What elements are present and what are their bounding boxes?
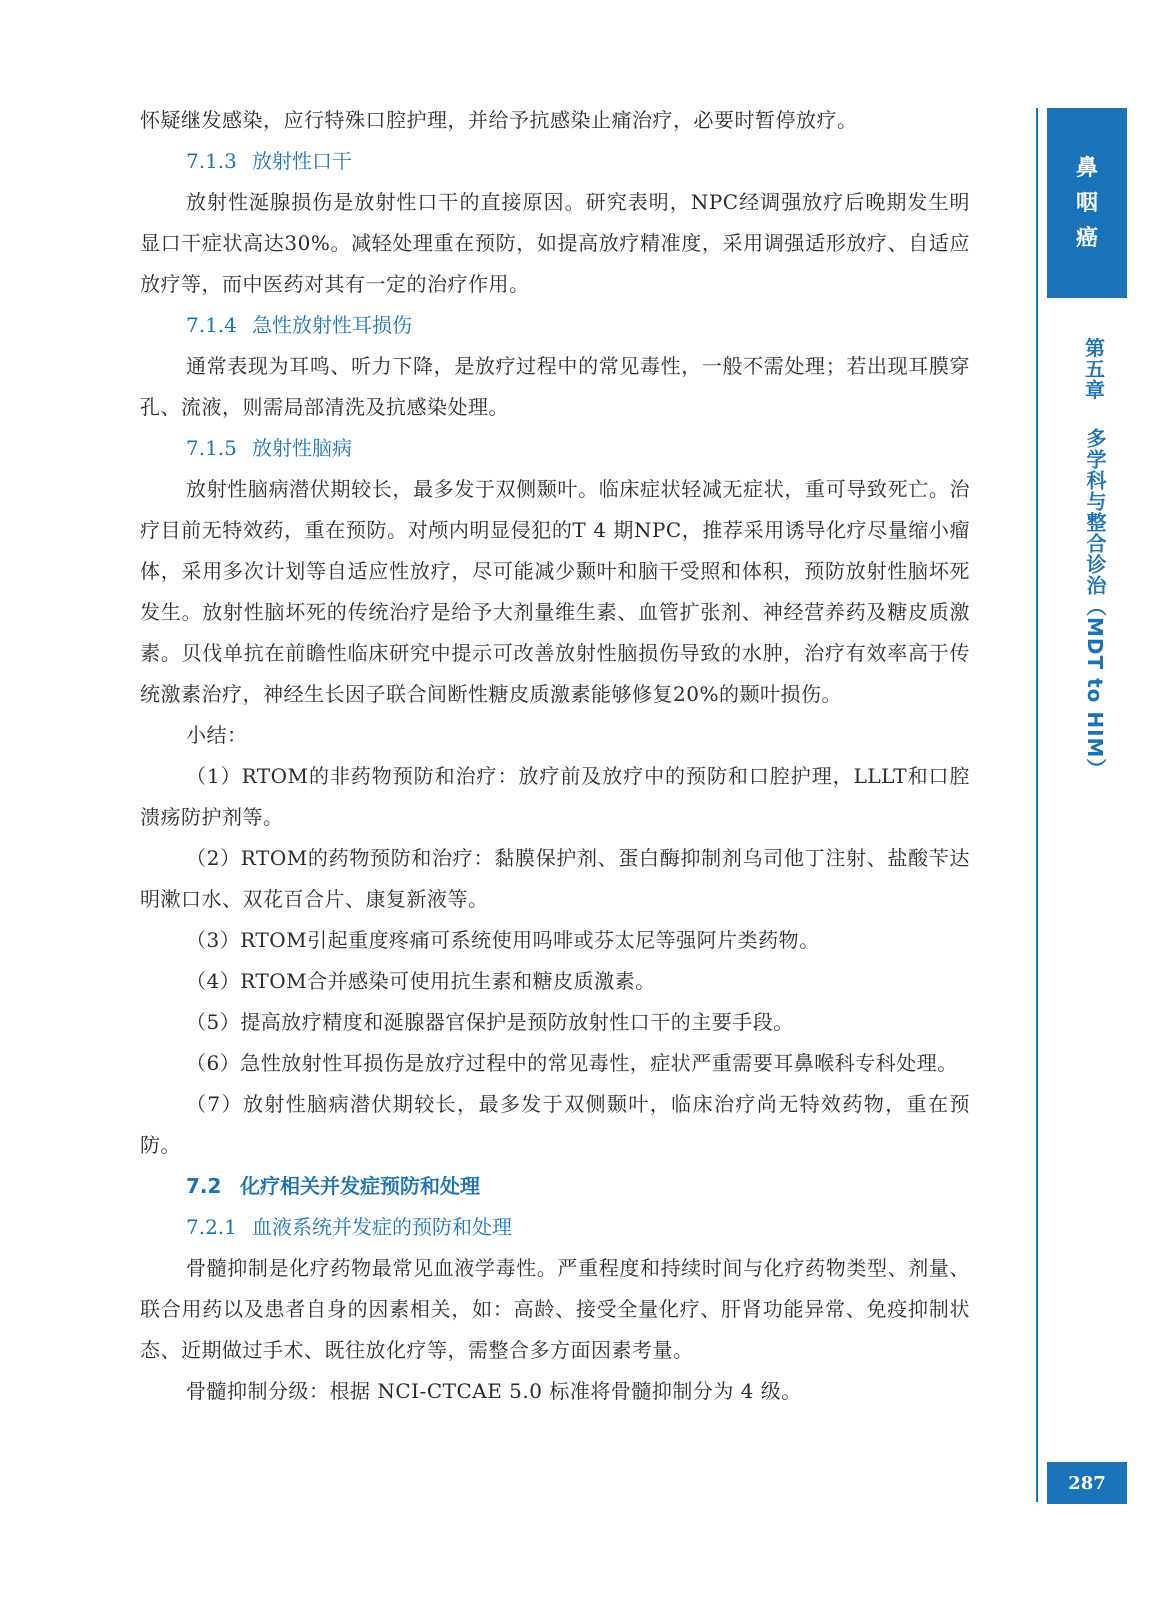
side-chapter-label [1072,338,1118,401]
section-number: 7.2 [186,1174,222,1198]
summary-item-5: （5）提高放疗精度和涎腺器官保护是预防放射性口干的主要手段。 [186,1010,794,1034]
section-heading-7-1-4 [140,305,970,346]
paragraph-radiation-xerostomia: 放射性涎腺损伤是放射性口干的直接原因。研究表明，NPC经调强放疗后晚期发生明显口干症状高达30%。减轻处理重在预防，如提高放疗精准度，采用调强适形放疗、自适应放疗等，而中医药对其有一定的治疗作用。 [140,190,970,296]
section-title: 血液系统并发症的预防和处理 [252,1215,512,1239]
summary-item-2: （2）RTOM的药物预防和治疗：黏膜保护剂、蛋白酶抑制剂乌司他丁注射、盐酸苄达明漱口水、双花百合片、康复新液等。 [140,846,970,911]
section-number: 7.2.1 [186,1215,237,1239]
section-heading-7-2 [140,1166,970,1207]
section-number: 7.1.4 [186,313,237,337]
section-title: 放射性口干 [252,149,352,173]
paragraph-myelosuppression: 骨髓抑制是化疗药物最常见血液学毒性。严重程度和持续时间与化疗药物类型、剂量、联合用药以及患者自身的因素相关，如：高龄、接受全量化疗、肝肾功能异常、免疫抑制状态、近期做过手术、既往放化疗等，需整合多方面因素考量。 [140,1256,970,1362]
side-chapter-title: 多学科与整合诊治（MDT to HIM） [1083,428,1107,780]
paragraph-continued: 怀疑继发感染，应行特殊口腔护理，并给予抗感染止痛治疗，必要时暂停放疗。 [140,108,858,132]
chapter-char: 五 [1085,357,1105,381]
summary-item-6: （6）急性放射性耳损伤是放疗过程中的常见毒性，症状严重需要耳鼻喉科专科处理。 [186,1051,958,1075]
summary-item-4: （4）RTOM合并感染可使用抗生素和糖皮质激素。 [186,969,656,993]
book-tab-char: 鼻 [1075,155,1098,181]
chapter-char: 章 [1085,378,1105,402]
section-heading-7-1-5 [140,428,970,469]
book-tab-char: 咽 [1075,190,1098,216]
paragraph-ear-injury: 通常表现为耳鸣、听力下降，是放疗过程中的常见毒性，一般不需处理；若出现耳膜穿孔、流液，则需局部清洗及抗感染处理。 [140,354,970,419]
summary-item-7: （7）放射性脑病潜伏期较长，最多发于双侧颞叶，临床治疗尚无特效药物，重在预防。 [140,1092,970,1157]
chapter-char: 第 [1085,336,1105,360]
page-body [140,100,970,1412]
section-title: 放射性脑病 [252,436,352,460]
section-title: 急性放射性耳损伤 [252,313,412,337]
section-heading-7-2-1 [140,1207,970,1248]
book-tab [1047,108,1127,298]
paragraph-grading: 骨髓抑制分级：根据 NCI-CTCAE 5.0 标准将骨髓抑制分为 4 级。 [186,1379,802,1403]
page-number: 287 [1047,1462,1127,1504]
section-number: 7.1.3 [186,149,237,173]
margin-rule [1036,108,1038,1502]
summary-item-1: （1）RTOM的非药物预防和治疗：放疗前及放疗中的预防和口腔护理，LLLT和口腔溃疡防护剂等。 [140,764,970,829]
section-title: 化疗相关并发症预防和处理 [240,1174,480,1198]
summary-item-3: （3）RTOM引起重度疼痛可系统使用吗啡或芬太尼等强阿片类药物。 [186,928,820,952]
paragraph-encephalopathy: 放射性脑病潜伏期较长，最多发于双侧颞叶。临床症状轻减无症状，重可导致死亡。治疗目前无特效药，重在预防。对颅内明显侵犯的T 4 期NPC，推荐采用诱导化疗尽量缩小瘤体，采用多次计划等自适应性放疗，尽可能减少颞叶和脑干受照和体积，预防放射性脑坏死发生。放射性脑坏死的传统治疗是给予大剂量维生素、血管扩张剂、神经营养药及糖皮质激素。贝伐单抗在前瞻性临床研究中提示可改善放射性脑损伤导致的水肿，治疗有效率高于传统激素治疗，神经生长因子联合间断性糖皮质激素能够修复20%的颞叶损伤。 [140,477,970,706]
book-tab-char: 癌 [1075,225,1098,251]
summary-label: 小结： [186,723,248,747]
section-number: 7.1.5 [186,436,237,460]
section-heading-7-1-3 [140,141,970,182]
